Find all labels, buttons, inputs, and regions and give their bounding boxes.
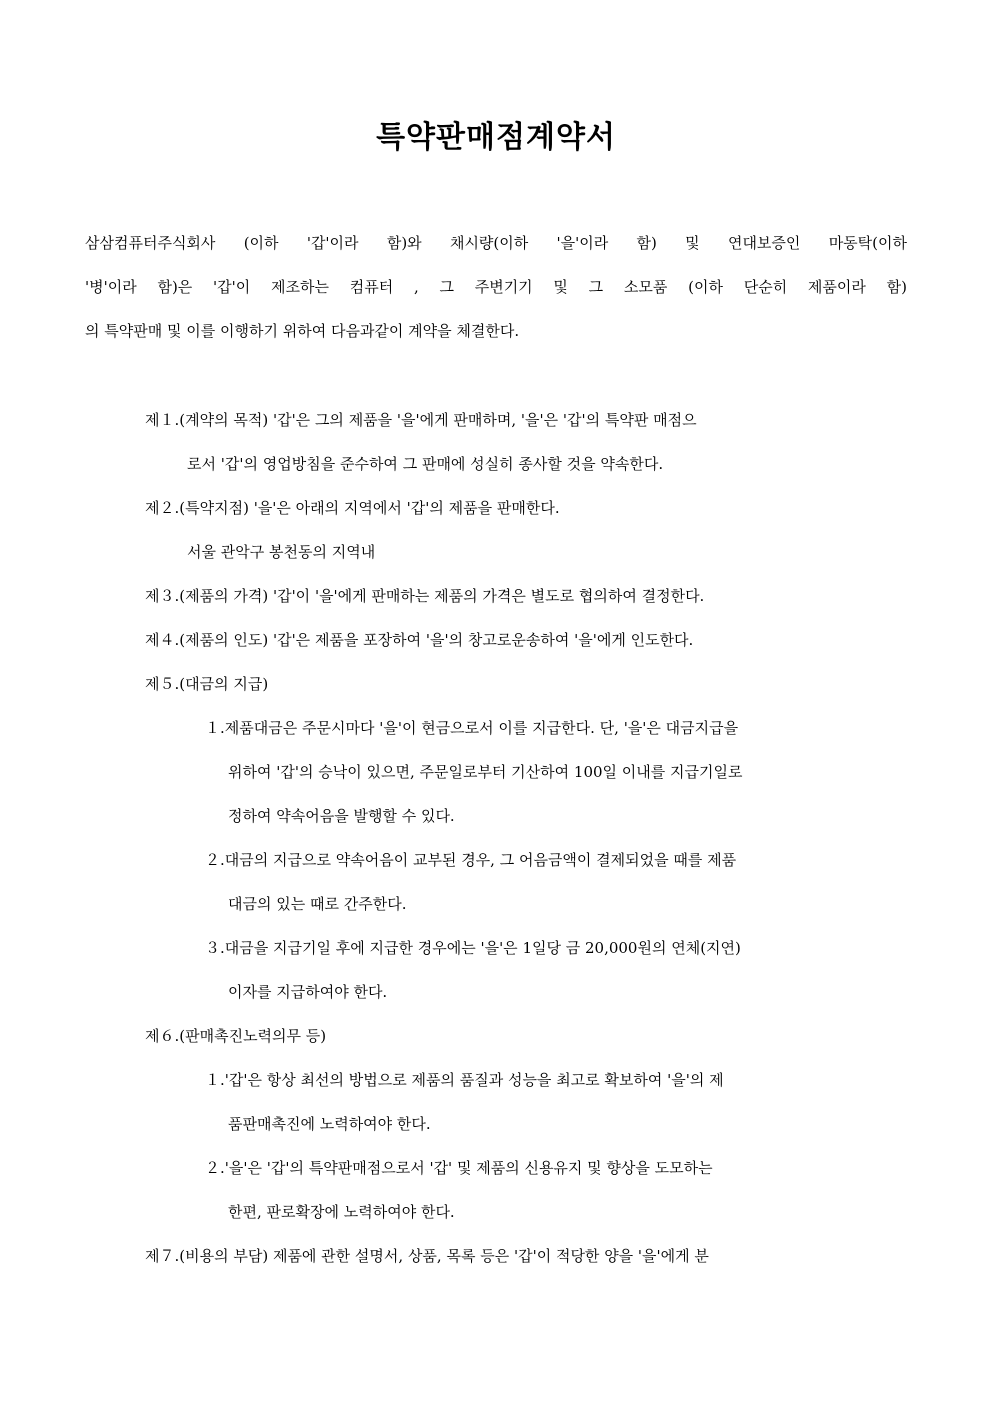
- article-5-item-1-line-1: １.제품대금은 주문시마다 '을'이 현금으로서 이를 지급한다. 단, '을'은 대금지급을: [205, 719, 739, 737]
- intro-line-1: 삼삼컴퓨터주식회사 (이하 '갑'이라 함)와 채시량(이하 '을'이라 함) 및 연대보증인 마동탁(이하: [85, 234, 907, 252]
- article-2-line-1: 제２.(특약지점) '을'은 아래의 지역에서 '갑'의 제품을 판매한다.: [145, 499, 560, 517]
- article-5-item-3-line-1: ３.대금을 지급기일 후에 지급한 경우에는 '을'은 1일당 금 20,000원의 연체(지연): [205, 939, 741, 957]
- article-6-item-2-line-2: 한편, 판로확장에 노력하여야 한다.: [228, 1203, 455, 1221]
- article-5-item-1-line-2: 위하여 '갑'의 승낙이 있으면, 주문일로부터 기산하여 100일 이내를 지급기일로: [228, 763, 743, 781]
- article-1-line-1: 제１.(계약의 목적) '갑'은 그의 제품을 '을'에게 판매하며, '을'은 '갑'의 특약판 매점으: [145, 411, 697, 429]
- intro-line-3: 의 특약판매 및 이를 이행하기 위하여 다음과같이 계약을 체결한다.: [85, 322, 520, 340]
- article-7-line-1: 제７.(비용의 부담) 제품에 관한 설명서, 상품, 목록 등은 '갑'이 적당한 양을 '을'에게 분: [145, 1247, 709, 1265]
- article-5-item-2-line-1: ２.대금의 지급으로 약속어음이 교부된 경우, 그 어음금액이 결제되었을 때를 제품: [205, 851, 737, 869]
- article-6-heading: 제６.(판매촉진노력의무 등): [145, 1027, 327, 1045]
- article-5-item-2-line-2: 대금의 있는 때로 간주한다.: [228, 895, 407, 913]
- document-title: 특약판매점계약서: [376, 120, 616, 155]
- article-2-line-2: 서울 관악구 봉천동의 지역내: [187, 543, 376, 561]
- intro-line-2: '병'이라 함)은 '갑'이 제조하는 컴퓨터 , 그 주변기기 및 그 소모품 (이하 단순히 제품이라 함): [85, 278, 907, 296]
- article-6-item-1-line-2: 품판매촉진에 노력하여야 한다.: [228, 1115, 431, 1133]
- article-1-line-2: 로서 '갑'의 영업방침을 준수하여 그 판매에 성실히 종사할 것을 약속한다.: [187, 455, 664, 473]
- article-6-item-1-line-1: １.'갑'은 항상 최선의 방법으로 제품의 품질과 성능을 최고로 확보하여 '을'의 제: [205, 1071, 724, 1089]
- article-5-item-1-line-3: 정하여 약속어음을 발행할 수 있다.: [228, 807, 455, 825]
- article-5-item-3-line-2: 이자를 지급하여야 한다.: [228, 983, 388, 1001]
- article-4-line-1: 제４.(제품의 인도) '갑'은 제품을 포장하여 '을'의 창고로운송하여 '을'에게 인도한다.: [145, 631, 694, 649]
- article-6-item-2-line-1: ２.'을'은 '갑'의 특약판매점으로서 '갑' 및 제품의 신용유지 및 향상을 도모하는: [205, 1159, 713, 1177]
- article-5-heading: 제５.(대금의 지급): [145, 675, 269, 693]
- article-3-line-1: 제３.(제품의 가격) '갑'이 '을'에게 판매하는 제품의 가격은 별도로 협의하여 결정한다.: [145, 587, 705, 605]
